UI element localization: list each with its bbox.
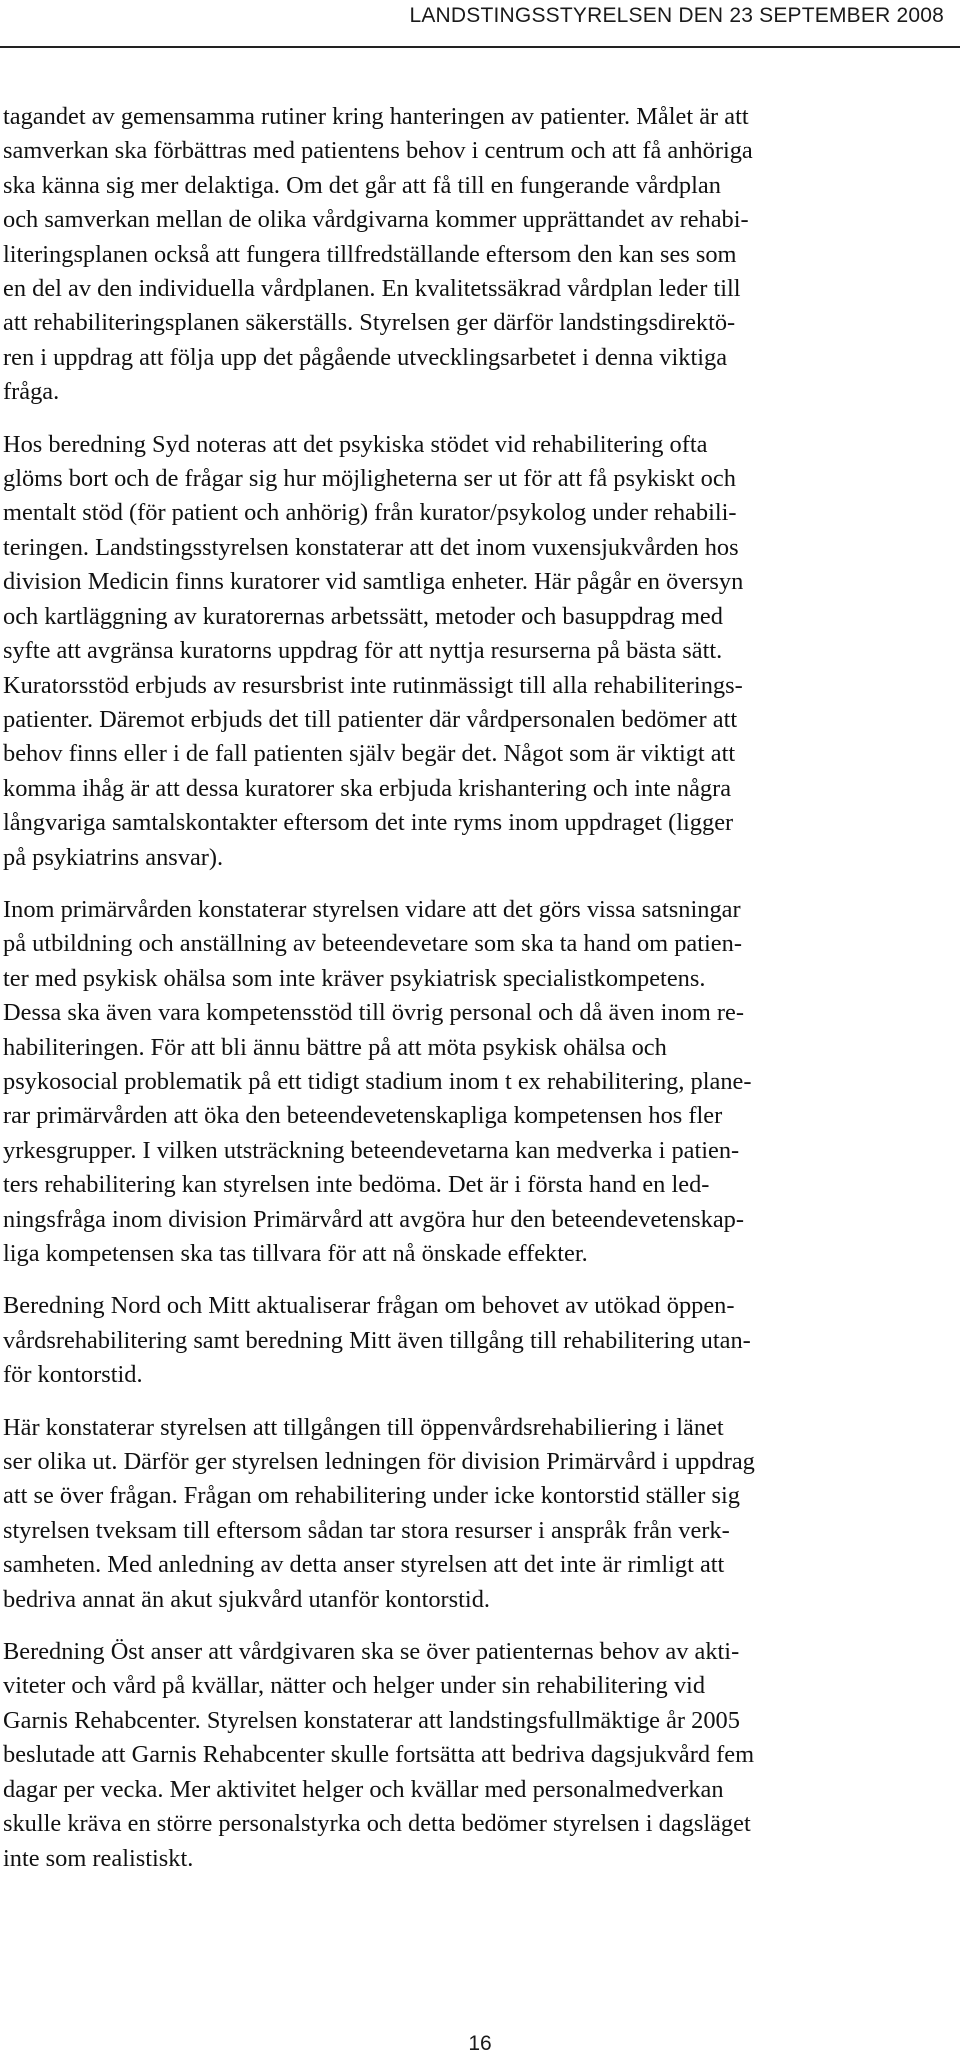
paragraph-garnis-rehabcenter: Beredning Öst anser att vårdgivaren ska se över patienternas behov av akti- viteter och vård på kvällar, nätter och helger under sin rehabilitering vid Garnis Rehabcenter. Styrelsen konstaterar att landstingsfullmäktige år 2005 beslutade att Garnis Rehabcenter skulle fortsätta att bedriva dagsjukvård fem dagar per vecka. Mer aktivitet helger och kvällar med personalmedverkan skulle kräva en större personalstyrka och detta bedömer styrelsen i dagsläget inte som realistiskt. — [3, 1638, 755, 1872]
paragraph-board-assessment: Här konstaterar styrelsen att tillgången till öppenvårdsrehabiliering i länet ser olika ut. Därför ger styrelsen ledningen för division Primärvård i uppdrag att se över frågan. Frågan om rehabilitering under icke kontorstid ställer sig styrelsen tveksam till eftersom sådan tar stora resurser i anspråk från verk- samheten. Med anledning av detta anser styrelsen att det inte är rimligt att bedriva annat än akut sjukvård utanför kontorstid. — [3, 1413, 755, 1613]
paragraph-psychological-support: Hos beredning Syd noteras att det psykiska stödet vid rehabilitering ofta glöms bort och de frågar sig hur möjligheterna ser ut för att få psykiskt och mentalt stöd (för patient och anhörig) från kurator/psykolog under rehabili- teringen. Landstingsstyrelsen konstaterar att det inom vuxensjukvården hos division Medicin finns kuratorer vid samtliga enheter. Här pågår en översyn och kartläggning av kuratorernas arbetssätt, metoder och basuppdrag med syfte att avgränsa kuratorns uppdrag för att nyttja resurserna på bästa sätt. Kuratorsstöd erbjuds av resursbrist inte rutinmässigt till alla rehabiliterings- patienter. Däremot erbjuds det till patienter där vårdpersonalen bedömer att behov finns eller i de fall patienten själv begär det. Något som är viktigt att komma ihåg är att dessa kuratorer ska erbjuda krishantering och inte några långvariga samtalskontakter eftersom det inte ryms inom uppdraget (ligger på psykiatrins ansvar). — [3, 430, 744, 871]
document-body — [3, 100, 947, 1894]
paragraph-care-plan: tagandet av gemensamma rutiner kring hanteringen av patienter. Målet är att samverkan ska förbättras med patientens behov i centrum och att få anhöriga ska känna sig mer delaktiga. Om det går att få till en fungerande vårdplan och samverkan mellan de olika vårdgivarna kommer upprättandet av rehabi- literingsplanen också att fungera tillfredställande eftersom den kan ses som en del av den individuella vårdplanen. En kvalitetssäkrad vårdplan leder till att rehabiliteringsplanen säkerställs. Styrelsen ger därför landstingsdirektö- ren i uppdrag att följa upp det pågående utvecklingsarbetet i denna viktiga fråga. — [3, 103, 753, 406]
page-number: 16 — [468, 2032, 492, 2055]
header-divider — [0, 46, 960, 48]
paragraph-outpatient-rehab: Beredning Nord och Mitt aktualiserar frågan om behovet av utökad öppen- vårdsrehabilitering samt beredning Mitt även tillgång till rehabilitering utan- för kontorstid. — [3, 1292, 751, 1389]
page-header: LANDSTINGSSTYRELSEN DEN 23 SEPTEMBER 2008 — [409, 4, 944, 27]
paragraph-primary-care: Inom primärvården konstaterar styrelsen vidare att det görs vissa satsningar på utbildning och anställning av beteendevetare som ska ta hand om patien- ter med psykisk ohälsa som inte kräver psykiatrisk specialistkompetens. Dessa ska även vara kompetensstöd till övrig personal och då även inom re- habiliteringen. För att bli ännu bättre på att möta psykisk ohälsa och psykosocial problematik på ett tidigt stadium inom t ex rehabilitering, plane- rar primärvården att öka den beteendevetenskapliga kompetensen hos fler yrkesgrupper. I vilken utsträckning beteendevetarna kan medverka i patien- ters rehabilitering kan styrelsen inte bedöma. Det är i första hand en led- ningsfråga inom division Primärvård att avgöra hur den beteendevetenskap- liga kompetensen ska tas tillvara för att nå önskade effekter. — [3, 895, 752, 1267]
